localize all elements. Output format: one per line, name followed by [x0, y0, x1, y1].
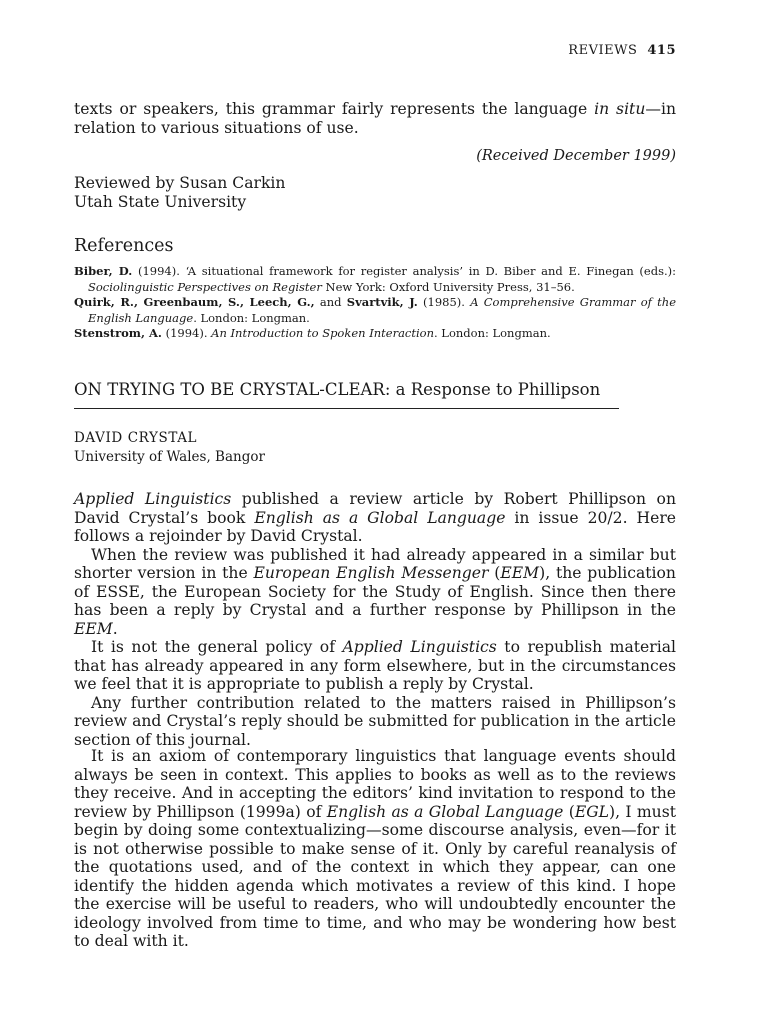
reference-item: Quirk, R., Greenbaum, S., Leech, G., and Svartvik, J. (1985). A Comprehensive Grammar of the English Language. London: Longman.: [74, 295, 677, 325]
article-title: ON TRYING TO BE CRYSTAL-CLEAR: a Response to Phillipson: [74, 380, 601, 399]
references-heading: References: [74, 236, 174, 256]
received-date: (Received December 1999): [476, 148, 676, 164]
running-header: [568, 43, 676, 58]
reference-item: Biber, D. (1994). ‘A situational framework for register analysis’ in D. Biber and E. Finegan (eds.): Sociolinguistic Perspectives on Register New York: Oxford University Press, 31–56.: [74, 264, 677, 294]
page-number: 415: [647, 43, 676, 58]
editorial-note: [74, 490, 676, 749]
article-affiliation: University of Wales, Bangor: [74, 449, 265, 465]
continued-paragraph: texts or speakers, this grammar fairly represents the language in situ—in relation to various situations of use.: [74, 100, 676, 137]
article-author: DAVID CRYSTAL: [74, 430, 198, 446]
reviewer-affiliation: Utah State University: [74, 192, 247, 211]
intro-paragraph: Applied Linguistics published a review article by Robert Phillipson on David Crystal’s book English as a Global Language in issue 20/2. Here follows a rejoinder by David Crystal.: [74, 490, 676, 545]
reviewer-name: Reviewed by Susan Carkin: [74, 174, 286, 192]
title-rule: [74, 408, 619, 409]
reference-list: [74, 264, 676, 342]
intro-paragraph: It is not the general policy of Applied Linguistics to republish material that has already appeared in any form elsewhere, but in the circumstances we feel that it is appropriate to publish a reply by Crystal.: [74, 638, 676, 693]
reviewer-block: [74, 174, 676, 211]
reference-item: Stenstrom, A. (1994). An Introduction to Spoken Interaction. London: Longman.: [74, 326, 551, 340]
intro-paragraph: When the review was published it had already appeared in a similar but shorter version in the European English Messenger (EEM), the publication of ESSE, the European Society for the Study of English. Since then there has been a reply by Crystal and a further response by Phillipson in the EEM.: [74, 545, 676, 638]
section-name: REVIEWS: [568, 43, 638, 58]
intro-paragraph: Any further contribution related to the matters raised in Phillipson’s review and Crystal’s reply should be submitted for publication in the article section of this journal.: [74, 693, 676, 749]
body-paragraph: It is an axiom of contemporary linguistics that language events should always be seen in context. This applies to books as well as to the reviews they receive. And in accepting the editors’ kind invitation to respond to the review by Phillipson (1999a) of English as a Global Language (EGL), I must begin by doing some contextualizing—some discourse analysis, even—for it is not otherwise possible to make sense of it. Only by careful reanalysis of the quotations used, and of the context in which they appear, can one identify the hidden agenda which motivates a review of this kind. I hope the exercise will be useful to readers, who will undoubtedly encounter the ideology involved from time to time, and who may be wondering how best to deal with it.: [74, 747, 676, 950]
